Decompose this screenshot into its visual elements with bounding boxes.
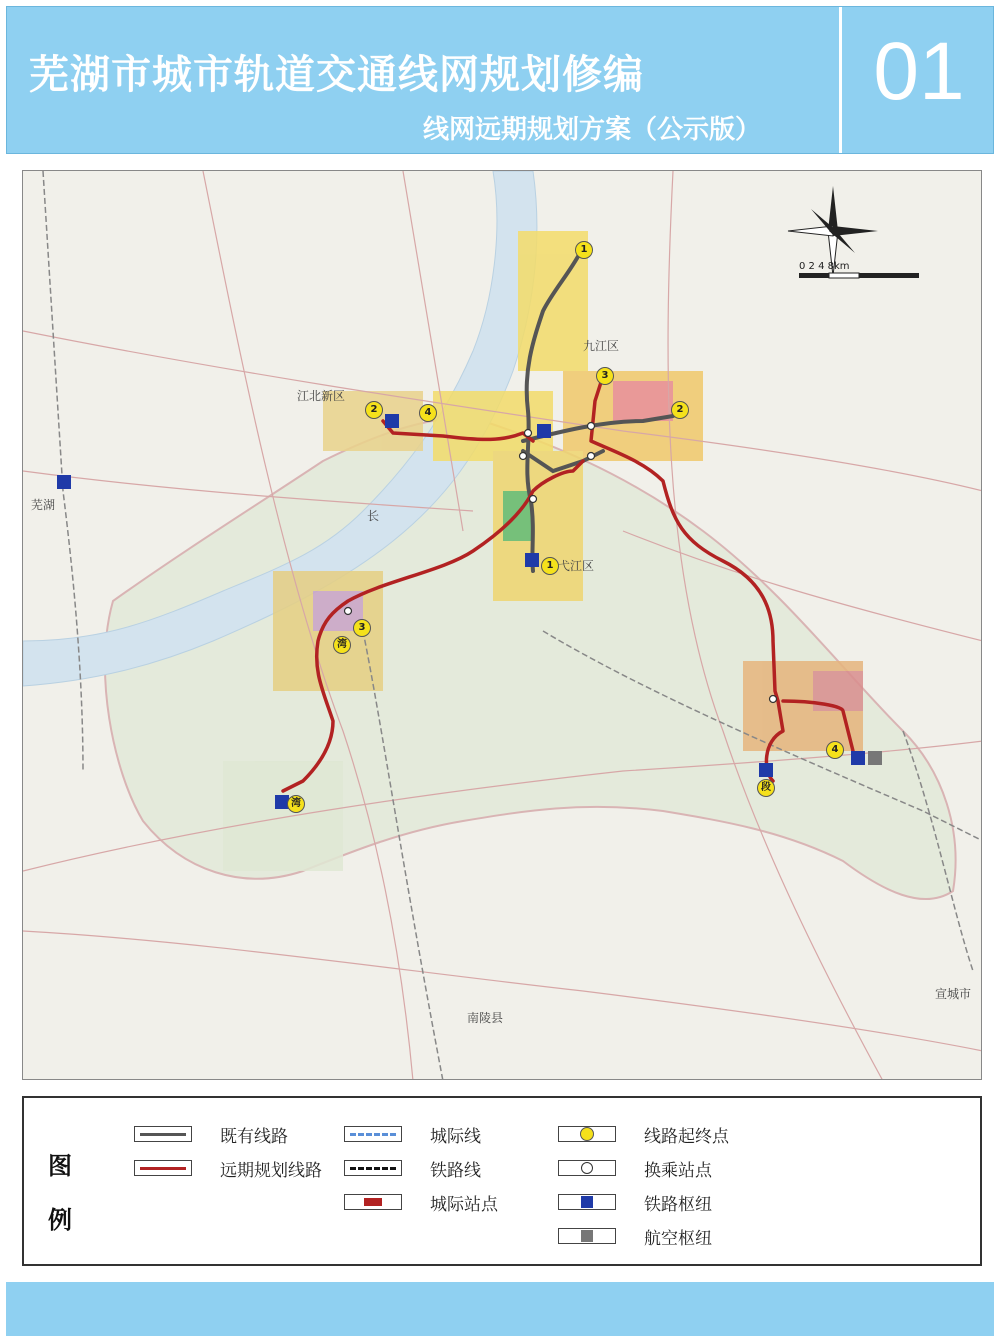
endpoint-line-4-east: 4 <box>826 741 844 759</box>
legend-endpoint <box>558 1122 729 1146</box>
endpoint-line-3-north: 3 <box>596 367 614 385</box>
legend-rail-hub <box>558 1190 712 1214</box>
legend-intercity-station <box>344 1190 498 1214</box>
legend-label: 换乘站点 <box>644 1160 712 1181</box>
sheet-number: 01 <box>873 26 965 117</box>
endpoint-special: 湾 <box>287 795 305 813</box>
endpoint-line-1-south: 1 <box>541 557 559 575</box>
rail-hub-icon <box>385 414 399 428</box>
endpoint-line-3-west: 3 <box>353 619 371 637</box>
legend-label: 铁路线 <box>430 1160 481 1181</box>
rail-hub-icon <box>759 763 773 777</box>
legend-title-bottom: 例 <box>48 1206 72 1234</box>
legend-planned-line <box>134 1156 322 1180</box>
rail-hub-icon <box>581 1196 593 1208</box>
network-map <box>22 170 982 1080</box>
rail-hub-icon <box>537 424 551 438</box>
label-xuancheng: 宣城市 <box>935 987 972 1001</box>
scale-label: 0 2 4 8km <box>799 261 850 272</box>
airport-hub-icon <box>868 751 882 765</box>
endpoint-special: 段 <box>757 779 775 797</box>
label-changjiang: 长 <box>367 509 380 523</box>
legend-label: 既有线路 <box>220 1126 288 1147</box>
legend-panel <box>22 1096 982 1266</box>
rail-hub-icon <box>851 751 865 765</box>
label-wuhu: 芜湖 <box>31 498 56 512</box>
footer-banner <box>6 1282 994 1336</box>
endpoint-line-2-west: 2 <box>365 401 383 419</box>
legend-label: 远期规划线路 <box>220 1160 322 1181</box>
header-divider <box>839 7 842 153</box>
map-canvas <box>23 171 982 1080</box>
legend-intercity-line <box>344 1122 481 1146</box>
endpoint-line-2-east: 2 <box>671 401 689 419</box>
endpoint-line-1-north: 1 <box>575 241 593 259</box>
airport-icon <box>581 1230 593 1242</box>
endpoint-special: 湾 <box>333 636 351 654</box>
rail-hub-icon <box>525 553 539 567</box>
header-banner <box>6 6 994 154</box>
endpoint-line-4-west: 4 <box>419 404 437 422</box>
legend-railway-line <box>344 1156 481 1180</box>
legend-label: 铁路枢纽 <box>644 1194 712 1215</box>
label-yijiang: 弋江区 <box>558 559 595 573</box>
rail-hub-icon <box>57 475 71 489</box>
label-nanling: 南陵县 <box>467 1011 504 1025</box>
legend-label: 城际线 <box>430 1126 481 1147</box>
legend-airport-hub <box>558 1224 712 1248</box>
legend-label: 城际站点 <box>430 1194 498 1215</box>
label-jiujiang: 九江区 <box>583 339 620 353</box>
legend-existing-line <box>134 1122 288 1146</box>
legend-title-top: 图 <box>48 1152 72 1180</box>
page-title: 芜湖市城市轨道交通线网规划修编 <box>29 52 644 98</box>
legend-label: 线路起终点 <box>644 1126 729 1147</box>
legend-label: 航空枢纽 <box>644 1228 712 1249</box>
legend-transfer-station <box>558 1156 712 1180</box>
scale-bar <box>799 273 919 278</box>
page-subtitle: 线网远期规划方案（公示版） <box>423 115 762 145</box>
label-jiangbei: 江北新区 <box>297 389 346 403</box>
